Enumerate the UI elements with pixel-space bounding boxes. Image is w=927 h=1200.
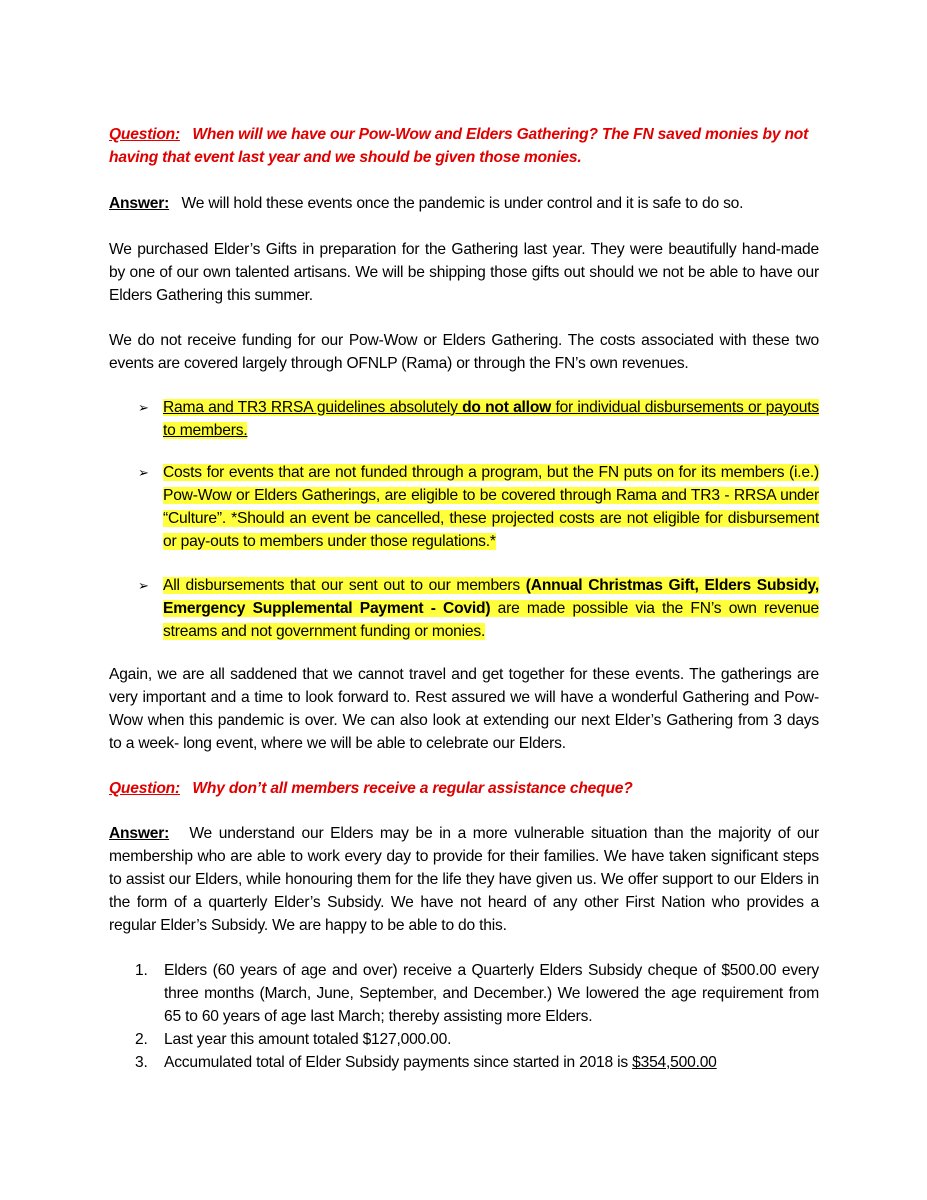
arrow-icon: ➢ (138, 400, 149, 415)
total-amount: $354,500.00 (632, 1054, 717, 1071)
paragraph-gifts: We purchased Elder’s Gifts in preparation for the Gathering last year. They were beautifully hand-made by one of our own talented artisans. We will be shipping those gifts out should we not be able to have our Elders Gathering this summer. (109, 241, 819, 304)
list-text-part: Accumulated total of Elder Subsidy payments since started in 2018 is (164, 1054, 633, 1071)
bullet-text-part: are made possible via the FN’s own revenue streams and not government funding or monies. (163, 600, 820, 640)
answer-label: Answer: (109, 825, 170, 842)
bullet-bold-text: do not allow (462, 399, 552, 416)
bullet-text (163, 396, 819, 442)
question-label: Question: (109, 126, 180, 143)
bullet-text-part: for individual disbursements or payouts to members. (163, 399, 819, 439)
paragraph-again: Again, we are all saddened that we cannot travel and get together for these events. The gatherings are very important and a time to look forward to. Rest assured we will have a wonderful Gathering and Pow-Wow when this pandemic is over. We can also look at extending our next Elder’s Gathering from 3 days to a week- long event, where we will be able to celebrate our Elders. (109, 666, 819, 752)
bullet-text-part: Rama and TR3 RRSA guidelines absolutely (163, 399, 463, 416)
list-number: 1. (135, 962, 148, 979)
paragraph-funding: We do not receive funding for our Pow-Wow or Elders Gathering. The costs associated with these two events are covered largely through OFNLP (Rama) or through the FN’s own revenues. (109, 332, 819, 372)
answer-1 (109, 192, 819, 215)
answer-2 (109, 822, 819, 937)
bullet-text (163, 461, 819, 553)
bullet-highlight: Costs for events that are not funded through a program, but the FN puts on for its members (i.e.) Pow-Wow or Elders Gatherings, are eligible to be covered through Rama and TR3 - RRSA under “Culture”. *Should an event be cancelled, these projected costs are not eligible for disbursement or pay-outs to members under those regulations.* (163, 464, 819, 550)
bullet-text-part: All disbursements that our sent out to our members (163, 577, 526, 594)
bullet-text (163, 574, 819, 643)
bullet-bold-text: (Annual Christmas Gift, Elders Subsidy, Emergency Supplemental Payment - Covid) (163, 577, 819, 617)
bullet-highlight (163, 399, 819, 439)
answer-text: We understand our Elders may be in a more vulnerable situation than the majority of our membership who are able to work every day to provide for their families. We have taken significant steps to assist our Elders, while honouring them for the life they have given us. We offer support to our Elders in the form of a quarterly Elder’s Subsidy. We have not heard of any other First Nation who provides a regular Elder’s Subsidy. We are happy to be able to do this. (109, 825, 820, 934)
question-1 (109, 123, 819, 169)
answer-text: We will hold these events once the pandemic is under control and it is safe to do so. (181, 195, 744, 212)
answer-label: Answer: (109, 195, 170, 212)
list-text: Last year this amount totaled $127,000.00. (164, 1031, 452, 1048)
list-text: Elders (60 years of age and over) receive a Quarterly Elders Subsidy cheque of $500.00 every three months (March, June, September, and December.) We lowered the age requirement from 65 to 60 years of age last March; thereby assisting more Elders. (164, 962, 819, 1025)
list-text (164, 1051, 819, 1074)
arrow-icon: ➢ (138, 578, 149, 593)
list-number: 3. (135, 1054, 148, 1071)
question-label: Question: (109, 780, 180, 797)
question-text: Why don’t all members receive a regular assistance cheque? (192, 780, 633, 797)
list-number: 2. (135, 1031, 148, 1048)
question-2 (109, 777, 819, 800)
arrow-icon: ➢ (138, 465, 149, 480)
question-text: When will we have our Pow-Wow and Elders Gathering? The FN saved monies by not having that event last year and we should be given those monies. (109, 126, 809, 166)
bullet-highlight (163, 577, 819, 640)
